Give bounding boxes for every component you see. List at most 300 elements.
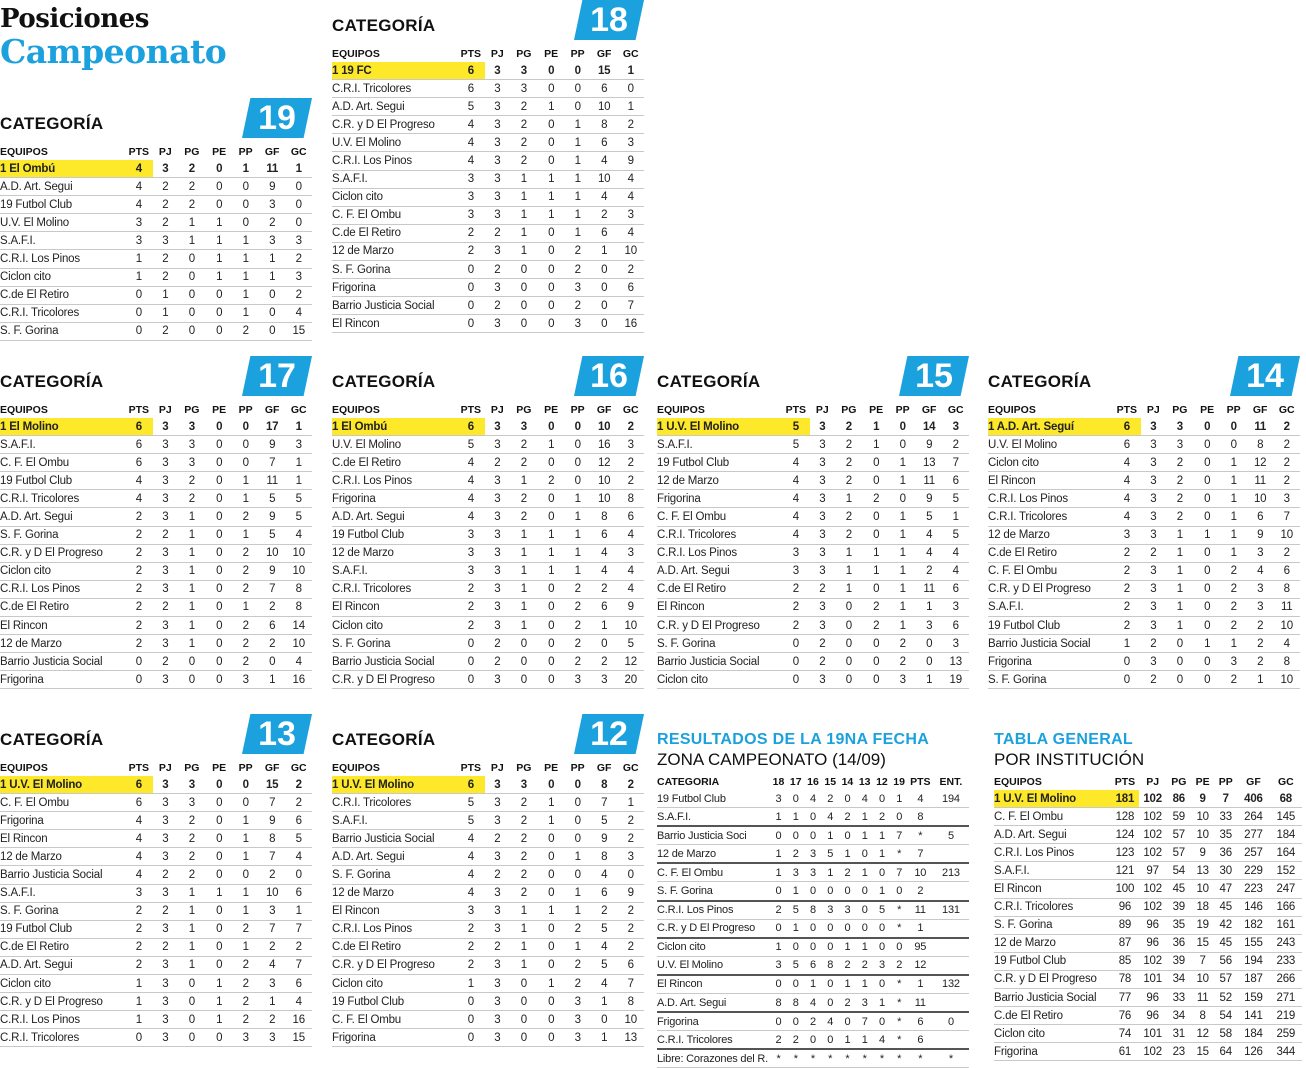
stat-cell: 0	[591, 297, 618, 315]
stat-cell: 1	[206, 232, 233, 250]
stat-cell: 9	[591, 830, 618, 848]
stat-cell: 2	[564, 580, 591, 598]
stat-cell: 102	[1139, 844, 1167, 862]
col-header-pg: PG	[841, 404, 857, 416]
col-header-equipos: EQUIPOS	[0, 146, 48, 158]
team-name: El Rincon	[332, 315, 457, 333]
result-cell: 0	[787, 938, 804, 957]
stat-cell: 3	[485, 188, 510, 206]
general-block	[994, 730, 1302, 1061]
stat-cell: 1	[232, 250, 259, 268]
table-row	[657, 472, 969, 490]
result-cell: 1	[770, 863, 787, 882]
stat-cell: 9	[617, 598, 644, 616]
stat-cell: 3	[485, 812, 510, 830]
team-name: C.de El Retiro	[988, 544, 1113, 562]
col-header-pg: PG	[516, 404, 532, 416]
stat-cell: 9	[1191, 790, 1214, 808]
table-row	[657, 1031, 969, 1050]
stat-cell: 0	[1220, 436, 1247, 454]
team-name: C.R.I. Los Pinos	[988, 490, 1113, 508]
stat-cell: 1	[285, 902, 312, 920]
stat-cell: 0	[510, 315, 538, 333]
team-name: C.R.I. Tricolores	[657, 526, 782, 544]
team-name: Ciclon cito	[332, 975, 457, 993]
stat-cell: 1	[232, 232, 259, 250]
stat-cell: 9	[916, 490, 943, 508]
stat-cell: 4	[125, 830, 153, 848]
stat-cell: 0	[206, 920, 233, 938]
stat-cell: 2	[1166, 454, 1194, 472]
stat-cell: 6	[457, 418, 485, 436]
stat-cell: 1	[591, 1029, 618, 1047]
result-cell: 0	[822, 994, 839, 1013]
stat-cell: 3	[153, 418, 178, 436]
stat-cell: 2	[617, 116, 644, 134]
stat-cell: 1	[564, 938, 591, 956]
table-row	[332, 776, 644, 794]
table-row	[0, 902, 312, 920]
stat-cell: 1	[1247, 671, 1274, 689]
stat-cell: 1	[153, 304, 178, 322]
result-cell: 1	[856, 808, 873, 827]
stat-cell: 0	[178, 304, 206, 322]
col-header-pj: PJ	[490, 48, 504, 60]
stat-cell: 0	[782, 635, 810, 653]
stat-cell: 1	[178, 884, 206, 902]
table-row	[332, 866, 644, 884]
stat-cell: 4	[125, 848, 153, 866]
col-header-pe: PE	[212, 762, 227, 774]
stat-cell: 14	[285, 617, 312, 635]
team-name: C.de El Retiro	[0, 938, 125, 956]
col-header-pe: PE	[544, 48, 559, 60]
stat-cell: 0	[1166, 653, 1194, 671]
stat-cell: 4	[457, 116, 485, 134]
col-header-pp: PP	[570, 762, 585, 774]
table-row	[0, 635, 312, 653]
team-name: 1 U.V. El Molino	[332, 776, 457, 794]
table-row	[332, 62, 644, 80]
results-subtitle: ZONA CAMPEONATO (14/09)	[657, 750, 886, 769]
stat-cell: 0	[206, 160, 233, 178]
team-name: 19 Futbol Club	[0, 196, 125, 214]
stat-cell: 74	[1111, 1025, 1139, 1043]
stat-cell: 0	[538, 938, 565, 956]
stat-cell: 1	[564, 490, 591, 508]
stat-cell: 259	[1270, 1025, 1302, 1043]
stat-cell: 10	[285, 635, 312, 653]
stat-cell: 1	[125, 975, 153, 993]
stat-cell: 3	[153, 884, 178, 902]
header-row	[988, 402, 1300, 418]
stat-cell: 35	[1166, 916, 1191, 934]
result-cell: 1	[839, 1031, 856, 1050]
stat-cell: 7	[285, 956, 312, 974]
col-header-gc: GC	[290, 146, 307, 158]
general-subtitle: POR INSTITUCIÓN	[994, 750, 1145, 769]
category-number: 13	[258, 715, 296, 753]
stat-cell: 2	[178, 196, 206, 214]
result-cell: 0	[839, 826, 856, 845]
result-cell: 0	[787, 975, 804, 994]
stat-cell: 1	[538, 812, 565, 830]
team-name: S.A.F.I.	[332, 562, 457, 580]
stat-cell: 3	[510, 62, 538, 80]
stat-cell: 2	[153, 866, 178, 884]
stat-cell: 1	[1220, 472, 1247, 490]
stat-cell: 1	[510, 617, 538, 635]
table-row	[657, 418, 969, 436]
col-header-pg: PG	[1172, 404, 1188, 416]
table-row	[0, 160, 312, 178]
stat-cell: 0	[538, 152, 565, 170]
result-cell: 1	[770, 845, 787, 864]
stat-cell: 2	[153, 526, 178, 544]
team-name: 1 U.V. El Molino	[0, 776, 125, 794]
stat-cell: 9	[1247, 526, 1274, 544]
team-name: Ciclon cito	[0, 562, 125, 580]
stat-cell: 3	[153, 490, 178, 508]
result-cell: 2	[908, 882, 933, 901]
stat-cell: 4	[617, 170, 644, 188]
stat-cell: 7	[1191, 952, 1214, 970]
stat-cell: 0	[178, 993, 206, 1011]
team-name: Ciclon cito	[994, 1025, 1111, 1043]
stat-cell: 57	[1166, 844, 1191, 862]
stat-cell: 2	[232, 635, 259, 653]
stat-cell: 3	[1141, 418, 1166, 436]
team-name: S. F. Gorina	[657, 635, 782, 653]
stat-cell: 3	[259, 196, 286, 214]
team-name: S. F. Gorina	[988, 671, 1113, 689]
table-row	[657, 1049, 969, 1068]
col-header-pg: PG	[184, 404, 200, 416]
stat-cell: 3	[617, 436, 644, 454]
team-name: Frigorina	[657, 490, 782, 508]
stat-cell: 2	[942, 436, 969, 454]
stat-cell: 1	[564, 134, 591, 152]
table-row	[657, 956, 969, 975]
table-row	[332, 116, 644, 134]
col-header-pj: PJ	[1146, 776, 1160, 788]
team-name: El Rincon	[332, 598, 457, 616]
team-name: Libre: Corazones del R.	[657, 1049, 770, 1068]
category-header	[0, 356, 312, 396]
stat-cell: 57	[1166, 826, 1191, 844]
stat-cell: 2	[510, 490, 538, 508]
stat-cell: 16	[591, 436, 618, 454]
category-number-badge	[242, 356, 312, 396]
stat-cell: 219	[1270, 1007, 1302, 1025]
stat-cell: 2	[125, 598, 153, 616]
table-row	[988, 526, 1300, 544]
stat-cell: 3	[232, 1029, 259, 1047]
stat-cell: 4	[591, 544, 618, 562]
stat-cell: 3	[810, 508, 835, 526]
team-name: Barrio Justicia Social	[332, 297, 457, 315]
stat-cell: 0	[510, 261, 538, 279]
stat-cell: 8	[285, 598, 312, 616]
stat-cell: 0	[564, 472, 591, 490]
stat-cell: 4	[617, 526, 644, 544]
stat-cell: 2	[232, 1011, 259, 1029]
stat-cell: 1	[259, 993, 286, 1011]
team-name: C.R.I. Tricolores	[0, 1029, 125, 1047]
stat-cell: 0	[206, 418, 233, 436]
stat-cell: 3	[285, 436, 312, 454]
stat-cell: 1	[232, 268, 259, 286]
header-row	[332, 760, 644, 776]
result-cell: 1	[856, 975, 873, 994]
result-cell: 12	[908, 956, 933, 975]
result-cell: 0	[770, 919, 787, 938]
stat-cell: 13	[916, 454, 943, 472]
stat-cell: 1	[232, 884, 259, 902]
team-name: Frigorina	[0, 812, 125, 830]
col-header-gf: GF	[264, 404, 280, 416]
result-cell: 2	[839, 808, 856, 827]
table-row	[0, 794, 312, 812]
category-19	[0, 98, 312, 341]
stat-cell: 2	[1220, 617, 1247, 635]
category-number: 16	[590, 357, 628, 395]
team-name: El Rincon	[0, 617, 125, 635]
stat-cell: 1	[863, 562, 890, 580]
table-row	[657, 882, 969, 901]
stat-cell: 3	[485, 1029, 510, 1047]
result-cell: 5	[787, 901, 804, 920]
stat-cell: 8	[285, 580, 312, 598]
result-cell: 0	[770, 1012, 787, 1031]
stat-cell: 6	[1113, 436, 1141, 454]
stat-cell: 1	[206, 250, 233, 268]
stat-cell: 3	[153, 830, 178, 848]
stat-cell: 2	[889, 635, 916, 653]
stat-cell: 257	[1237, 844, 1269, 862]
result-cell: 0	[770, 882, 787, 901]
stat-cell: 0	[564, 454, 591, 472]
stat-cell: 33	[1214, 808, 1237, 826]
table-row	[0, 812, 312, 830]
team-name: C.R. y D El Progreso	[994, 970, 1111, 988]
table-row	[988, 653, 1300, 671]
stat-cell: 2	[538, 472, 565, 490]
table-row	[332, 1011, 644, 1029]
table-row	[332, 920, 644, 938]
stat-cell: 2	[232, 653, 259, 671]
team-name: C.de El Retiro	[0, 598, 125, 616]
stat-cell: 0	[285, 196, 312, 214]
table-row	[0, 598, 312, 616]
stat-cell: 0	[232, 794, 259, 812]
stat-cell: 3	[485, 116, 510, 134]
stat-cell: 5	[591, 812, 618, 830]
team-name: C. F. El Ombu	[332, 206, 457, 224]
stat-cell: 2	[125, 938, 153, 956]
stat-cell: 3	[564, 279, 591, 297]
stat-cell: 3	[1247, 598, 1274, 616]
stat-cell: 10	[259, 884, 286, 902]
team-name: 1 El Ombú	[0, 160, 125, 178]
col-header-pts: PTS	[128, 404, 150, 416]
stat-cell: 2	[510, 848, 538, 866]
stat-cell: 2	[457, 920, 485, 938]
stat-cell: 2	[1113, 544, 1141, 562]
stat-cell: 0	[178, 653, 206, 671]
stat-cell: 87	[1111, 934, 1139, 952]
stat-cell: 0	[538, 848, 565, 866]
stat-cell: 4	[125, 160, 153, 178]
stat-cell: 2	[153, 598, 178, 616]
stat-cell: 5	[259, 526, 286, 544]
stat-cell: 0	[125, 322, 153, 340]
stat-cell: 0	[889, 490, 916, 508]
stat-cell: 3	[485, 975, 510, 993]
stat-cell: 3	[485, 776, 510, 794]
stat-cell: 0	[835, 635, 863, 653]
stat-cell: 2	[835, 454, 863, 472]
category-18	[332, 0, 644, 333]
stat-cell: 45	[1214, 934, 1237, 952]
team-name: C. F. El Ombu	[657, 863, 770, 882]
stat-cell: 3	[510, 776, 538, 794]
team-name: C.de El Retiro	[994, 1007, 1111, 1025]
stat-cell: 264	[1237, 808, 1269, 826]
team-name: A.D. Art. Segui	[657, 994, 770, 1013]
stat-cell: 7	[1273, 508, 1300, 526]
category-14	[988, 356, 1300, 689]
stat-cell: 1	[232, 598, 259, 616]
team-name: S. F. Gorina	[0, 526, 125, 544]
category-number: 19	[258, 99, 296, 137]
stat-cell: 1	[835, 544, 863, 562]
result-cell: 213	[933, 863, 969, 882]
table-row	[988, 617, 1300, 635]
stat-cell: 0	[206, 866, 233, 884]
col-header: 14	[841, 776, 854, 788]
stat-cell: 2	[1247, 635, 1274, 653]
result-cell: 1	[787, 808, 804, 827]
stat-cell: 2	[1220, 562, 1247, 580]
stat-cell: 0	[564, 436, 591, 454]
stat-cell: 152	[1270, 862, 1302, 880]
stat-cell: 15	[591, 62, 618, 80]
team-name: Barrio Justicia Social	[657, 653, 782, 671]
stat-cell: 0	[206, 794, 233, 812]
stat-cell: 0	[206, 508, 233, 526]
stat-cell: 0	[538, 617, 565, 635]
col-header-pts: PTS	[460, 48, 482, 60]
stat-cell: 2	[125, 956, 153, 974]
stat-cell: 77	[1111, 989, 1139, 1007]
stat-cell: 2	[153, 178, 178, 196]
result-cell: 6	[908, 1031, 933, 1050]
stat-cell: 0	[538, 454, 565, 472]
stat-cell: 3	[1247, 544, 1274, 562]
col-header: 16	[807, 776, 819, 788]
stat-cell: 0	[510, 279, 538, 297]
stat-cell: 61	[1111, 1043, 1139, 1061]
stat-cell: 3	[485, 98, 510, 116]
col-header-gc: GC	[622, 48, 639, 60]
stat-cell: 3	[457, 526, 485, 544]
stat-cell: 3	[485, 315, 510, 333]
col-header-pp: PP	[238, 762, 253, 774]
stat-cell: 145	[1270, 808, 1302, 826]
stat-cell: 2	[125, 902, 153, 920]
stat-cell: 141	[1237, 1007, 1269, 1025]
stat-cell: 3	[259, 232, 286, 250]
stat-cell: 229	[1237, 862, 1269, 880]
stat-cell: 3	[1141, 454, 1166, 472]
stat-cell: 1	[889, 544, 916, 562]
stat-cell: 3	[810, 544, 835, 562]
stat-cell: 1	[510, 188, 538, 206]
stat-cell: 8	[591, 508, 618, 526]
stat-cell: 34	[1166, 1007, 1191, 1025]
result-cell: 5	[933, 826, 969, 845]
col-header-pp: PP	[570, 404, 585, 416]
stat-cell: 3	[485, 920, 510, 938]
stat-cell: 3	[1141, 490, 1166, 508]
stat-cell: 0	[206, 848, 233, 866]
table-row	[994, 970, 1302, 988]
stat-cell: 2	[510, 152, 538, 170]
table-row	[332, 490, 644, 508]
stat-cell: 4	[591, 562, 618, 580]
stat-cell: 3	[153, 436, 178, 454]
result-cell: 0	[873, 1012, 890, 1031]
result-cell: 6	[908, 1012, 933, 1031]
stat-cell: 68	[1270, 790, 1302, 808]
stat-cell: 102	[1139, 880, 1167, 898]
team-name: Barrio Justicia Social	[994, 989, 1111, 1007]
stat-cell: 1	[510, 938, 538, 956]
stat-cell: 0	[538, 993, 565, 1011]
team-name: C.R.I. Los Pinos	[0, 580, 125, 598]
stat-cell: 0	[1194, 472, 1221, 490]
stat-cell: 1	[285, 472, 312, 490]
stat-cell: 0	[457, 279, 485, 297]
stat-cell: 9	[259, 562, 286, 580]
team-name: C.R.I. Tricolores	[0, 490, 125, 508]
stat-cell: 1	[178, 956, 206, 974]
table-row	[332, 635, 644, 653]
stat-cell: 3	[125, 884, 153, 902]
stat-cell: 0	[538, 884, 565, 902]
stat-cell: 3	[810, 526, 835, 544]
stat-cell: 2	[125, 580, 153, 598]
result-cell: 0	[839, 790, 856, 808]
stat-cell: 1	[538, 526, 565, 544]
stat-cell: 4	[457, 884, 485, 902]
team-name: C.R. y D El Progreso	[332, 956, 457, 974]
stat-cell: 2	[1166, 490, 1194, 508]
stat-cell: 3	[564, 1029, 591, 1047]
stat-cell: 1	[564, 526, 591, 544]
team-name: C.R.I. Los Pinos	[332, 920, 457, 938]
stat-cell: 2	[510, 134, 538, 152]
standings-table	[332, 402, 644, 689]
stat-cell: 3	[1141, 562, 1166, 580]
stat-cell: 10	[591, 418, 618, 436]
stat-cell: 181	[1111, 790, 1139, 808]
stat-cell: 4	[782, 490, 810, 508]
result-cell: 4	[822, 808, 839, 827]
stat-cell: 3	[564, 315, 591, 333]
stat-cell: 16	[285, 1011, 312, 1029]
